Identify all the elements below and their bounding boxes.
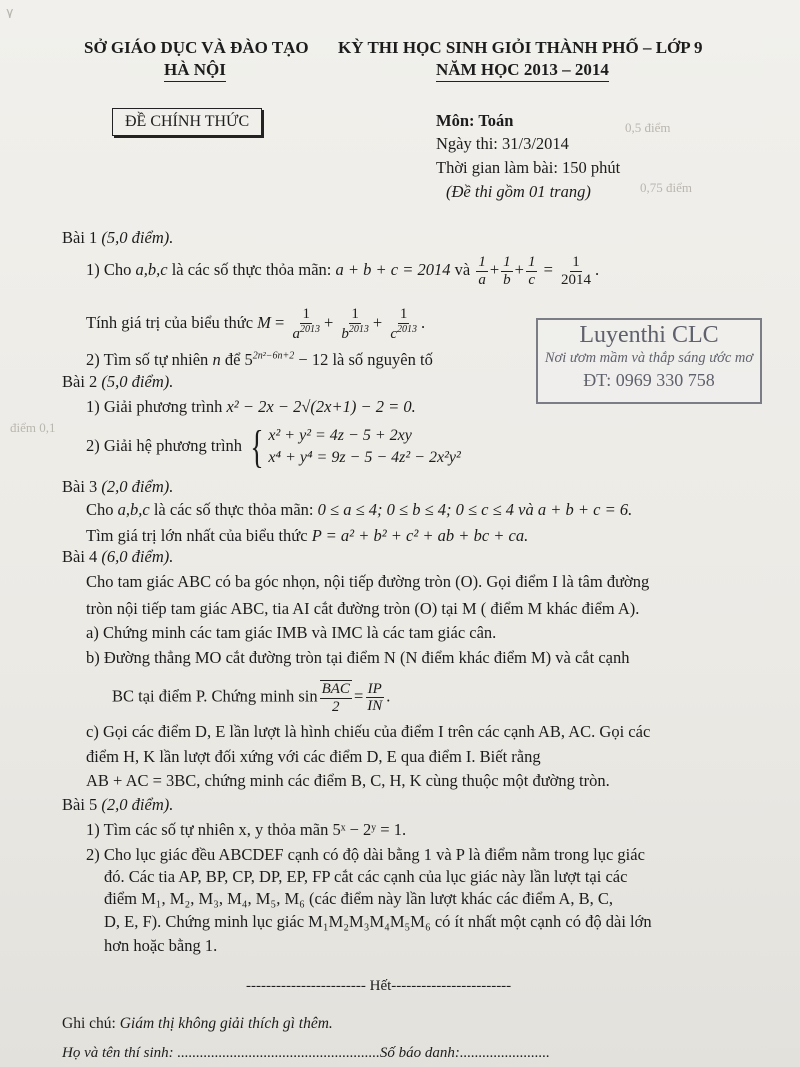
bai3-line2 bbox=[86, 526, 528, 546]
bai5-q2-l1: 2) Cho lục giác đều ABCDEF cạnh có độ dài bằng 1 và P là điểm nằm trong lục giác bbox=[86, 845, 645, 864]
bai3-l2a: Tìm giá trị lớn nhất của biểu thức bbox=[86, 526, 308, 545]
bai3-title: Bài 3 bbox=[62, 477, 98, 496]
bai1-expression: Tính giá trị của biểu thức M = $\frac{1}{a^{2013}}$ + $\frac{1}{b^{2013}}$ + $\frac{1}{c^{2013}}$ . bbox=[86, 306, 426, 342]
bai3-l1-cond: 0 ≤ a ≤ 4; 0 ≤ b ≤ 4; 0 ≤ c ≤ 4 và a + b + c = 6. bbox=[317, 500, 633, 519]
bai4-part-c1: c) Gọi các điểm D, E lần lượt là hình chiếu của điểm I trên các cạnh AB, AC. Gọi các bbox=[86, 722, 651, 741]
stamp-line1: Luyenthi CLC bbox=[579, 322, 719, 348]
bai2-q1-eq: x² − 2x − 2√(2x+1) − 2 = 0. bbox=[226, 397, 416, 416]
bai5-q2-l5: hơn hoặc bằng 1. bbox=[104, 936, 218, 955]
frac-ip-in: $\frac{IP}{IN}$ bbox=[367, 680, 383, 714]
frac-m-b: $\frac{1}{b^{2013}}$ bbox=[341, 306, 369, 342]
footer-note-label: Ghi chú: bbox=[62, 1015, 116, 1032]
department-name: SỞ GIÁO DỤC VÀ ĐÀO TẠO bbox=[84, 38, 309, 57]
frac-m-a: $\frac{1}{a^{2013}}$ bbox=[292, 306, 320, 342]
system-brace: { bbox=[250, 421, 264, 472]
bai1-q2-de: để bbox=[224, 350, 241, 369]
bai3-points: (2,0 điểm). bbox=[101, 477, 174, 496]
bai3-l2-expr: P = a² + b² + c² + ab + bc + ca. bbox=[311, 526, 529, 545]
bai1-q2: 2) Tìm số tự nhiên n để $5^{2n^2-6n+2} - 12$ là số nguyên tố bbox=[86, 350, 433, 369]
bai1-q1-vars: a,b,c bbox=[135, 259, 168, 279]
bai5-title: Bài 5 bbox=[62, 795, 98, 814]
system-eq1: x² + y² = 4z − 5 + 2xy bbox=[268, 427, 412, 444]
frac-1-c: $\frac{1}{c}$ bbox=[527, 254, 536, 288]
official-label: ĐỀ CHÍNH THỨC bbox=[125, 113, 250, 130]
bai3-l1a: Cho bbox=[86, 500, 114, 519]
frac-1-b: $\frac{1}{b}$ bbox=[503, 254, 511, 288]
bai4-part-b1: b) Đường thẳng MO cắt đường tròn tại điểm N (N điểm khác điểm M) và cắt cạnh bbox=[86, 648, 630, 667]
pages-note: (Đề thi gồm 01 trang) bbox=[446, 182, 591, 201]
bai5-q2-l4: D, E, F). Chứng minh lục giác M₁M₂M₃M₄M₅M₆ có ít nhất một cạnh có độ dài lớn bbox=[104, 912, 652, 931]
bai5-q2-l3: điểm M₁, M₂, M₃, M₄, M₅, M₆ (các điểm này lần lượt khác các điểm A, B, C, bbox=[104, 889, 614, 908]
bai3-l1-vars: a,b,c bbox=[117, 500, 150, 519]
bai4-heading bbox=[62, 547, 173, 567]
bai1-q1-and: và bbox=[454, 259, 471, 279]
bai5-heading bbox=[62, 795, 173, 815]
system-eq2: x⁴ + y⁴ = 9z − 5 − 4z² − 2x²y² bbox=[268, 449, 461, 466]
bleed-through-mark: ٧ bbox=[6, 7, 14, 22]
bleed-through-mark: 0,75 điểm bbox=[640, 180, 692, 195]
bai2-heading bbox=[62, 372, 173, 392]
end-marker: ------------------------ Hết------------------------ bbox=[246, 978, 512, 994]
bai1-tinh: Tính giá trị của biểu thức bbox=[86, 312, 254, 332]
bai4-title: Bài 4 bbox=[62, 547, 98, 566]
subject: Môn: Toán bbox=[436, 111, 514, 130]
bai2-q2-text: 2) Giải hệ phương trình bbox=[86, 435, 243, 455]
bai1-q1: 1) Cho a,b,c là các số thực thỏa mãn: a + b + c = 2014 và $\frac{1}{a}$ + $\frac{1}{b}$ + $\frac{1}{c}$ = $\frac{1}{2014}$ . bbox=[86, 254, 600, 288]
bai4-line2: tròn nội tiếp tam giác ABC, tia AI cắt đường tròn (O) tại M ( điểm M khác điểm A). bbox=[86, 599, 640, 618]
bai2-q1 bbox=[86, 397, 416, 417]
bai4-line1: Cho tam giác ABC có ba góc nhọn, nội tiếp đường tròn (O). Gọi điểm I là tâm đường bbox=[86, 572, 650, 591]
official-label-box bbox=[112, 108, 262, 136]
bai1-q2-start: 2) Tìm số tự nhiên bbox=[86, 350, 209, 369]
school-year: NĂM HỌC 2013 – 2014 bbox=[436, 60, 609, 82]
bai1-q1-rhs: = bbox=[543, 259, 558, 279]
bai2-q1-text: 1) Giải phương trình bbox=[86, 397, 223, 416]
bai4-part-c3: AB + AC = 3BC, chứng minh các điểm B, C, H, K cùng thuộc một đường tròn. bbox=[86, 771, 610, 790]
bai5-points: (2,0 điểm). bbox=[101, 795, 174, 814]
stamp-line2: Nơi ươm mầm và thắp sáng ước mơ bbox=[544, 350, 754, 366]
frac-bac: $\frac{\text{BAC}}{2}$ bbox=[321, 681, 350, 715]
exam-title: KỲ THI HỌC SINH GIỎI THÀNH PHỐ – LỚP 9 bbox=[338, 38, 703, 57]
bai3-line1 bbox=[86, 500, 632, 520]
candidate-info-line: Họ và tên thí sinh: ......................................................Số báo danh:........................ bbox=[62, 1045, 550, 1061]
exam-duration: Thời gian làm bài: 150 phút bbox=[436, 158, 621, 177]
bai4-part-b2: BC tại điểm P. Chứng minh sin $\frac{\text{BAC}}{2}$ = $\frac{IP}{IN}$ . bbox=[112, 680, 391, 715]
bai4-part-c2: điểm H, K lần lượt đối xứng với các điểm D, E qua điểm I. Biết rằng bbox=[86, 747, 541, 766]
bleed-through-mark: điểm 0,1 bbox=[10, 420, 56, 435]
frac-1-a: $\frac{1}{a}$ bbox=[478, 254, 486, 288]
equation-system bbox=[268, 425, 460, 469]
frac-1-2014: $\frac{1}{2014}$ bbox=[561, 254, 592, 288]
frac-m-c: $\frac{1}{c^{2013}}$ bbox=[390, 306, 417, 342]
bai2-q2 bbox=[86, 421, 461, 472]
footer-note-text: Giám thị không giải thích gì thêm. bbox=[119, 1015, 333, 1032]
bai1-q2-end: là số nguyên tố bbox=[332, 350, 433, 369]
bai3-heading bbox=[62, 477, 173, 497]
stamp-line3: ĐT: 0969 330 758 bbox=[583, 370, 715, 390]
bai4-part-a: a) Chứng minh các tam giác IMB và IMC là các tam giác cân. bbox=[86, 623, 497, 642]
bai5-q2-l2: đó. Các tia AP, BP, CP, DP, EP, FP cắt các cạnh của lục giác này lần lượt tại các bbox=[104, 867, 628, 886]
bai1-q1-start: 1) Cho bbox=[86, 259, 132, 279]
bai1-q1-eq: a + b + c = 2014 bbox=[335, 259, 451, 279]
exam-date bbox=[436, 134, 569, 154]
publisher-stamp bbox=[536, 318, 762, 404]
city-name: HÀ NỘI bbox=[164, 60, 226, 82]
bleed-through-mark: 0,5 điểm bbox=[625, 120, 671, 135]
bai1-q1-mid: là các số thực thỏa mãn: bbox=[171, 259, 332, 279]
bai1-heading bbox=[62, 228, 173, 248]
exam-date-text: Ngày thi: 31/3/2014 bbox=[436, 134, 569, 153]
bai2-points: (5,0 điểm). bbox=[101, 372, 174, 391]
bai1-title: Bài 1 bbox=[62, 228, 98, 247]
bai5-q1: 1) Tìm các số tự nhiên x, y thỏa mãn 5ˣ − 2ʸ = 1. bbox=[86, 820, 407, 839]
bai1-q2-n: n bbox=[212, 350, 221, 369]
bai4-b2-text: BC tại điểm P. Chứng minh bbox=[112, 686, 295, 706]
bai2-title: Bài 2 bbox=[62, 372, 98, 391]
bai4-points: (6,0 điểm). bbox=[101, 547, 174, 566]
footer-note bbox=[62, 1015, 333, 1033]
bai3-l1b: là các số thực thỏa mãn: bbox=[153, 500, 314, 519]
bai1-points: (5,0 điểm). bbox=[101, 228, 174, 247]
